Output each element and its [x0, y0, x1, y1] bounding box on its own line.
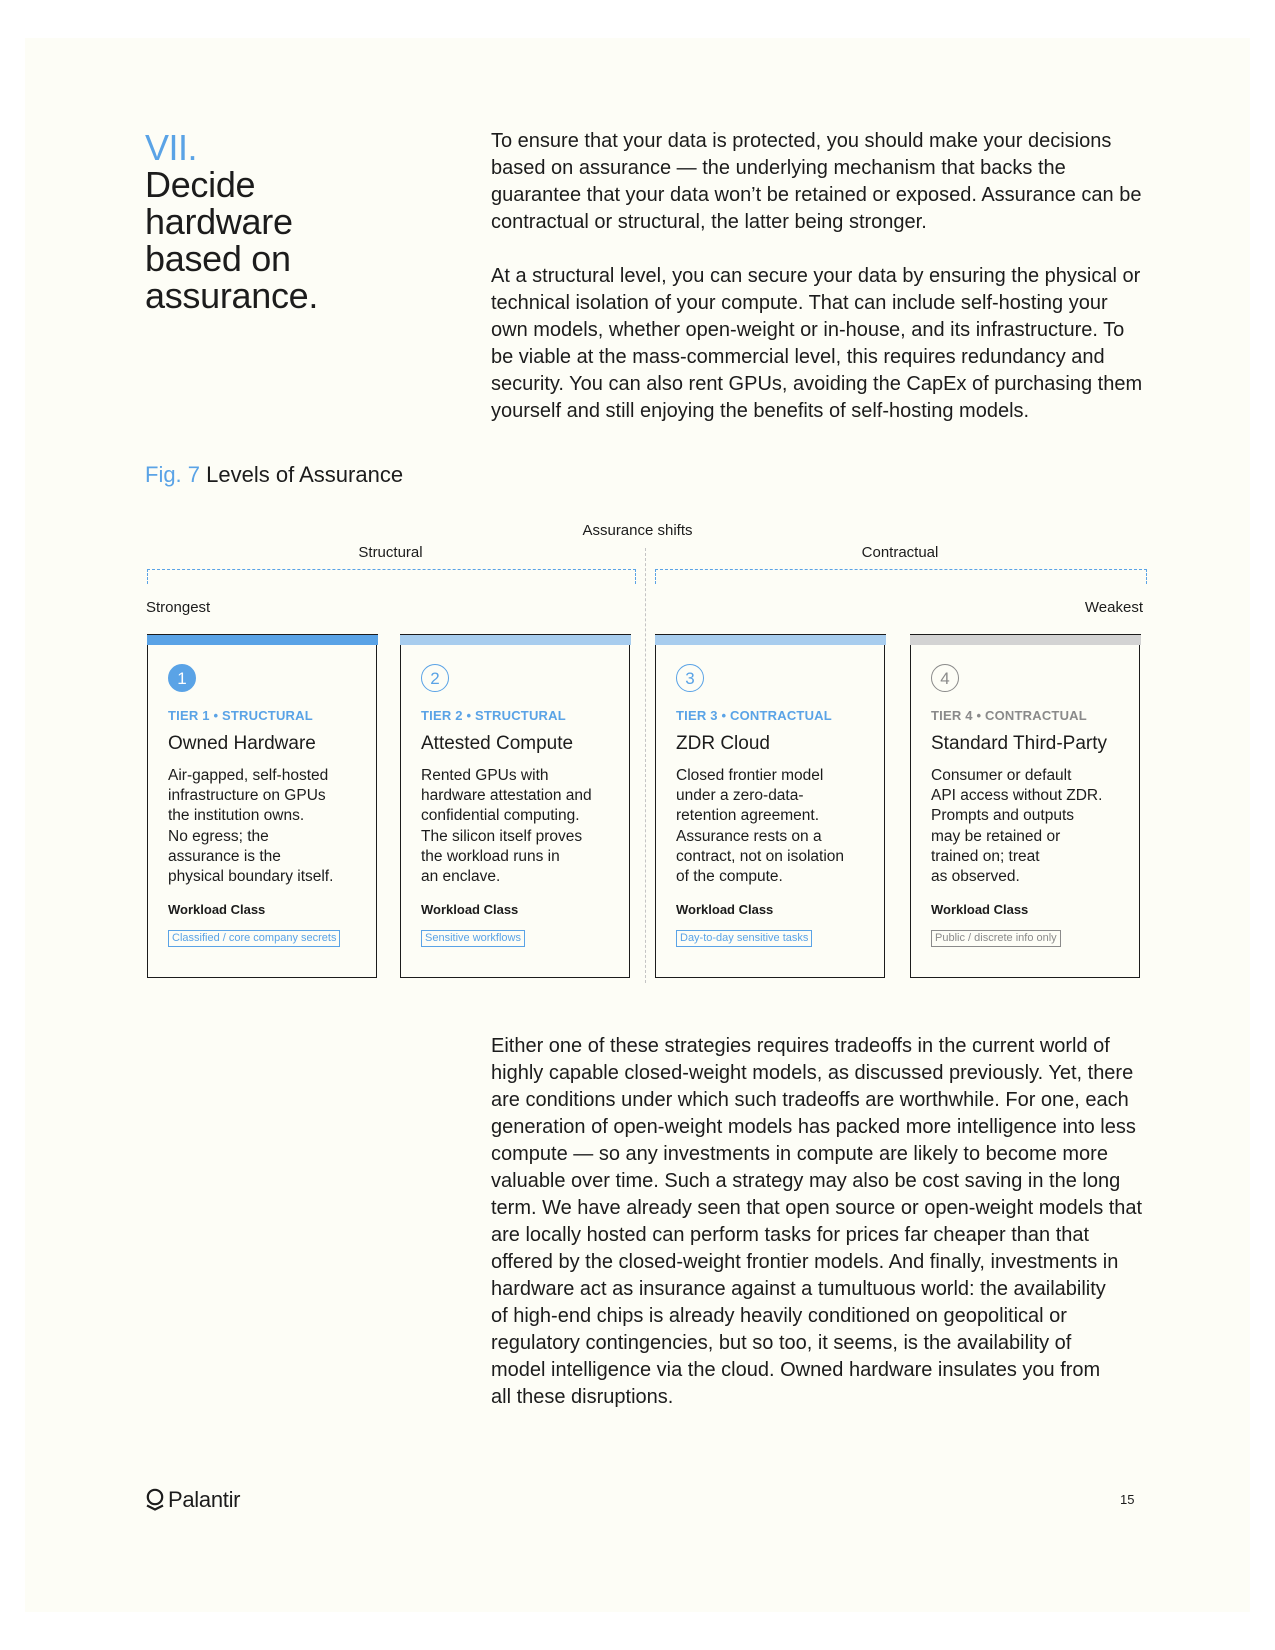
desc-line: the workload runs in [421, 847, 560, 865]
workload-class-label: Workload Class [168, 902, 266, 917]
tier-card-4 [910, 634, 1140, 978]
palantir-logo-icon [145, 1488, 165, 1512]
text-line: compute — so any investments in compute are likely to become more [491, 1143, 1108, 1165]
desc-line: Assurance rests on a [676, 827, 822, 845]
tier-label: TIER 3 • CONTRACTUAL [676, 708, 832, 723]
figure-caption: Levels of Assurance [206, 462, 404, 487]
text-line: Either one of these strategies requires tradeoffs in the current world of [491, 1035, 1110, 1057]
tier-number-badge: 3 [676, 664, 704, 692]
text-line: term. We have already seen that open source or open-weight models that [491, 1197, 1143, 1219]
page-number: 15 [1120, 1492, 1135, 1507]
desc-line: may be retained or [931, 827, 1061, 845]
intro-paragraph-1 [491, 128, 1151, 236]
text-line: yourself and still enjoying the benefits of self-hosting models. [491, 400, 1030, 422]
logo-text: Palantir [168, 1487, 241, 1512]
footer-logo [145, 1487, 240, 1513]
tier-card-1 [147, 634, 377, 978]
contractual-bracket [655, 569, 1147, 584]
tier-description [421, 766, 621, 887]
tier-number-badge: 4 [931, 664, 959, 692]
workload-class-label: Workload Class [931, 902, 1029, 917]
tier-color-bar [655, 634, 886, 645]
section-title [145, 166, 405, 314]
desc-line: confidential computing. [421, 807, 580, 825]
figure-title [145, 462, 403, 488]
tier-description [931, 766, 1131, 887]
tier-label: TIER 4 • CONTRACTUAL [931, 708, 1087, 723]
section-title-line: assurance. [145, 275, 319, 316]
text-line: hardware act as insurance against a tumultuous world: the availability [491, 1278, 1106, 1300]
desc-line: the institution owns. [168, 807, 305, 825]
text-line: To ensure that your data is protected, you should make your decisions [491, 130, 1112, 152]
text-line: offered by the closed-weight frontier models. And finally, investments in [491, 1251, 1119, 1273]
desc-line: Prompts and outputs [931, 807, 1075, 825]
desc-line: trained on; treat [931, 847, 1040, 865]
tier-number-badge: 2 [421, 664, 449, 692]
figure-number: Fig. 7 [145, 462, 201, 487]
section-title-line: hardware [145, 201, 293, 242]
text-line: are conditions under which such tradeoffs are worthwhile. For one, each [491, 1089, 1129, 1111]
tier-card-3 [655, 634, 885, 978]
section-title-line: based on [145, 238, 291, 279]
desc-line: The silicon itself proves [421, 827, 583, 845]
desc-line: physical boundary itself. [168, 868, 334, 886]
text-line: of high-end chips is already heavily conditioned on geopolitical or [491, 1305, 1067, 1327]
contractual-group-label: Contractual [861, 544, 939, 561]
section-number: VII. [145, 127, 198, 168]
desc-line: of the compute. [676, 868, 783, 886]
tier-number-badge: 1 [168, 664, 196, 692]
group-divider [645, 548, 646, 983]
structural-group-label: Structural [358, 544, 423, 561]
workload-class-label: Workload Class [676, 902, 774, 917]
structural-bracket [147, 569, 636, 584]
text-line: security. You can also rent GPUs, avoiding the CapEx of purchasing them [491, 373, 1143, 395]
tier-color-bar [400, 634, 631, 645]
text-line: are locally hosted can perform tasks for prices far cheaper than that [491, 1224, 1090, 1246]
workload-class-badge: Classified / core company secrets [168, 930, 340, 947]
tier-title: ZDR Cloud [676, 733, 770, 754]
desc-line: Air-gapped, self-hosted [168, 767, 329, 784]
text-line: generation of open-weight models has packed more intelligence into less [491, 1116, 1136, 1138]
workload-class-badge: Public / discrete info only [931, 930, 1061, 947]
weakest-label: Weakest [1084, 599, 1143, 616]
desc-line: as observed. [931, 868, 1020, 886]
desc-line: Rented GPUs with [421, 767, 549, 784]
text-line: model intelligence via the cloud. Owned hardware insulates you from [491, 1359, 1101, 1381]
desc-line: No egress; the [168, 827, 269, 845]
text-line: highly capable closed-weight models, as discussed previously. Yet, there [491, 1062, 1134, 1084]
desc-line: retention agreement. [676, 807, 820, 825]
closing-paragraph [491, 1033, 1151, 1411]
text-line: be viable at the mass-commercial level, this requires redundancy and [491, 346, 1105, 368]
workload-class-badge: Day-to-day sensitive tasks [676, 930, 812, 947]
desc-line: under a zero-data- [676, 787, 804, 805]
tier-label: TIER 2 • STRUCTURAL [421, 708, 566, 723]
desc-line: contract, not on isolation [676, 847, 845, 865]
text-line: all these disruptions. [491, 1386, 674, 1408]
tier-description [168, 766, 368, 887]
tier-color-bar [147, 634, 378, 645]
strongest-label: Strongest [146, 599, 211, 616]
text-line: contractual or structural, the latter being stronger. [491, 211, 927, 233]
text-line: own models, whether open-weight or in-house, and its infrastructure. To [491, 319, 1125, 341]
desc-line: infrastructure on GPUs [168, 787, 326, 805]
workload-class-label: Workload Class [421, 902, 519, 917]
assurance-shifts-label: Assurance shifts [582, 522, 693, 539]
tier-title: Owned Hardware [168, 733, 316, 754]
desc-line: Consumer or default [931, 767, 1072, 784]
text-line: guarantee that your data won’t be retained or exposed. Assurance can be [491, 184, 1142, 206]
tier-description [676, 766, 876, 887]
text-line: based on assurance — the underlying mechanism that backs the [491, 157, 1066, 179]
desc-line: assurance is the [168, 847, 281, 865]
desc-line: hardware attestation and [421, 787, 592, 805]
desc-line: API access without ZDR. [931, 787, 1103, 805]
text-line: At a structural level, you can secure your data by ensuring the physical or [491, 265, 1141, 287]
workload-class-badge: Sensitive workflows [421, 930, 525, 947]
tier-title: Standard Third-Party [931, 733, 1108, 754]
desc-line: an enclave. [421, 868, 501, 886]
intro-paragraph-2 [491, 263, 1151, 425]
tier-label: TIER 1 • STRUCTURAL [168, 708, 313, 723]
section-title-line: Decide [145, 164, 256, 205]
tier-title: Attested Compute [421, 733, 574, 754]
tier-card-2 [400, 634, 630, 978]
text-line: technical isolation of your compute. That can include self-hosting your [491, 292, 1108, 314]
desc-line: Closed frontier model [676, 767, 824, 784]
text-line: valuable over time. Such a strategy may also be cost saving in the long [491, 1170, 1121, 1192]
text-line: regulatory contingencies, but so too, it seems, is the availability of [491, 1332, 1072, 1354]
tier-color-bar [910, 634, 1141, 645]
